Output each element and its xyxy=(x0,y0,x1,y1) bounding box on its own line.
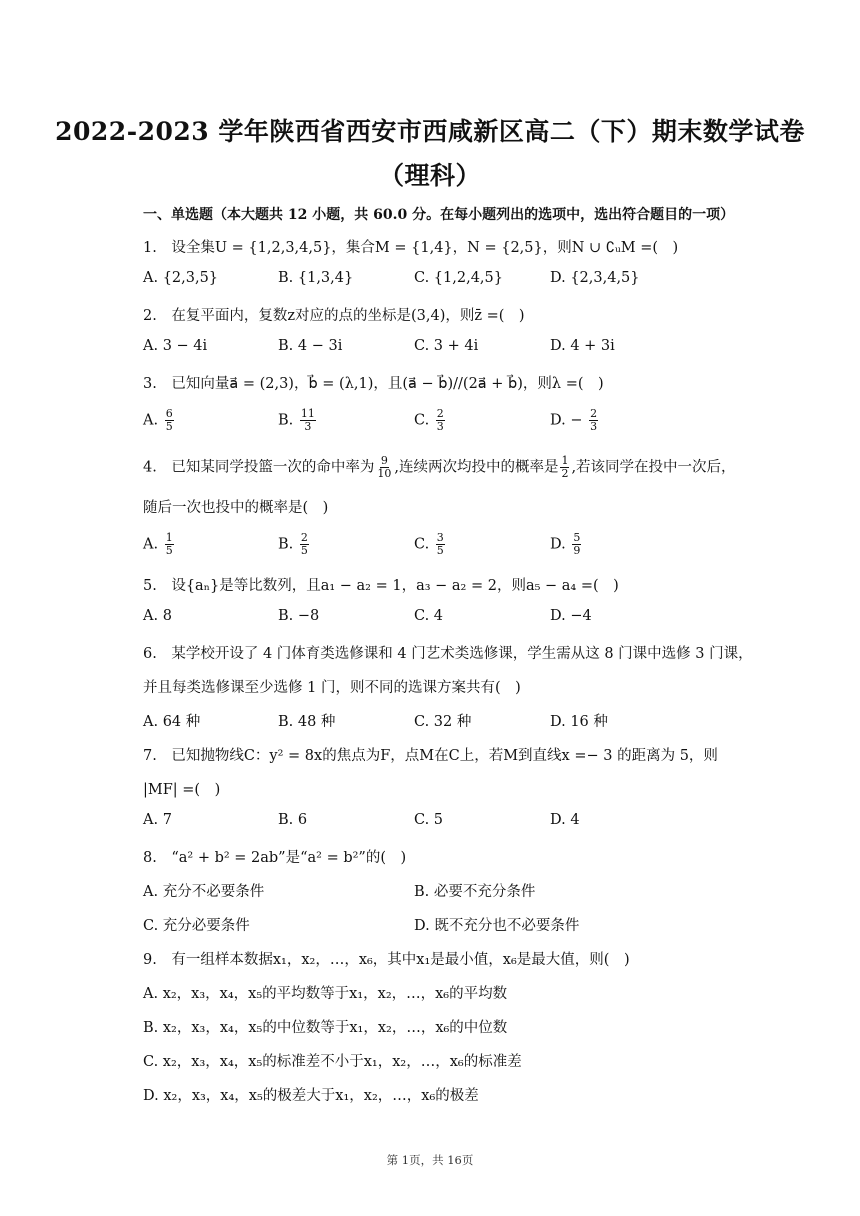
q4-option-c xyxy=(414,532,447,557)
question-7-stem: 7. 已知抛物线C：y² = 8x的焦点为F，点M在C上，若M到直线x =− 3 的距离为 5，则 xyxy=(143,748,718,764)
denominator: 5 xyxy=(436,544,444,557)
q3-option-d xyxy=(550,408,600,433)
page-subtitle: （理科） xyxy=(378,161,481,190)
q4-option-b xyxy=(278,532,311,557)
q3-option-b-label: B. xyxy=(278,412,294,429)
question-6-stem-line2: 并且每类选修课至少选修 1 门，则不同的选课方案共有( ) xyxy=(143,680,521,696)
q5-option-d: D. −4 xyxy=(550,608,592,624)
question-1-stem: 1. 设全集U = {1,2,3,4,5}，集合M = {1,4}，N = {2,5}，则N ∪ ∁ᵤM =( ) xyxy=(143,240,679,256)
question-4-stem-line2: 随后一次也投中的概率是( ) xyxy=(143,500,329,516)
q4-fraction-both-hit xyxy=(560,455,569,480)
numerator: 1 xyxy=(165,531,173,544)
page-footer: 第 1页，共 16页 xyxy=(386,1153,474,1167)
q9-option-c: C. x₂，x₃，x₄，x₅的标准差不小于x₁，x₂，…，x₆的标准差 xyxy=(143,1054,522,1070)
q4-fraction-hit-rate xyxy=(376,455,392,480)
q4-stem-part2: ,连续两次均投中的概率是 xyxy=(394,459,559,476)
q4-option-a-label: A. xyxy=(143,536,159,553)
q6-option-d: D. 16 种 xyxy=(550,714,608,730)
q4-option-c-label: C. xyxy=(414,536,430,553)
page-title: 2022-2023 学年陕西省西安市西咸新区高二（下）期末数学试卷 xyxy=(55,117,805,146)
q9-option-d: D. x₂，x₃，x₄，x₅的极差大于x₁，x₂，…，x₆的极差 xyxy=(143,1088,479,1104)
q7-option-a: A. 7 xyxy=(143,812,172,828)
q7-option-b: B. 6 xyxy=(278,812,308,828)
denominator: 5 xyxy=(165,544,173,557)
denominator: 5 xyxy=(165,420,173,433)
q8-option-c: C. 充分必要条件 xyxy=(143,918,250,934)
q4-option-d-label: D. xyxy=(550,536,566,553)
q4-option-b-label: B. xyxy=(278,536,294,553)
q3-option-c xyxy=(414,408,447,433)
numerator: 1 xyxy=(561,454,569,467)
q9-option-b: B. x₂，x₃，x₄，x₅的中位数等于x₁，x₂，…，x₆的中位数 xyxy=(143,1020,508,1036)
denominator: 3 xyxy=(304,420,312,433)
question-2-stem: 2. 在复平面内，复数z对应的点的坐标是(3,4)，则z̄ =( ) xyxy=(143,308,525,324)
q1-option-c: C. {1,2,4,5} xyxy=(414,270,503,286)
numerator: 5 xyxy=(573,531,581,544)
q4-option-b-fraction xyxy=(300,532,309,557)
question-9-stem: 9. 有一组样本数据x₁，x₂，…，x₆，其中x₁是最小值，x₆是最大值，则( ) xyxy=(143,952,630,968)
q7-option-d: D. 4 xyxy=(550,812,580,828)
q3-option-a xyxy=(143,408,176,433)
q5-option-c: C. 4 xyxy=(414,608,444,624)
denominator: 3 xyxy=(436,420,444,433)
q3-option-b xyxy=(278,408,318,433)
q8-option-d: D. 既不充分也不必要条件 xyxy=(414,918,580,934)
q4-option-a xyxy=(143,532,176,557)
q6-option-c: C. 32 种 xyxy=(414,714,472,730)
numerator: 9 xyxy=(380,454,388,467)
q4-stem-part1: 4. 已知某同学投篮一次的命中率为 xyxy=(143,459,375,476)
denominator: 10 xyxy=(377,467,392,480)
q3-option-a-label: A. xyxy=(143,412,159,429)
numerator: 6 xyxy=(165,407,173,420)
q2-option-d: D. 4 + 3i xyxy=(550,338,615,354)
q4-option-d-fraction xyxy=(572,532,581,557)
q6-option-a: A. 64 种 xyxy=(143,714,201,730)
q1-option-d: D. {2,3,4,5} xyxy=(550,270,640,286)
q8-option-a: A. 充分不必要条件 xyxy=(143,884,265,900)
question-5-stem: 5. 设{aₙ}是等比数列，且a₁ − a₂ = 1，a₃ − a₂ = 2，则a₅ − a₄ =( ) xyxy=(143,578,619,594)
q2-option-a: A. 3 − 4i xyxy=(143,338,208,354)
q4-stem-part3: ,若该同学在投中一次后， xyxy=(571,459,736,476)
q3-option-d-label: D. − xyxy=(550,412,583,429)
question-8-stem: 8. “a² + b² = 2ab”是“a² = b²”的( ) xyxy=(143,850,407,866)
q5-option-a: A. 8 xyxy=(143,608,172,624)
q1-option-a: A. {2,3,5} xyxy=(143,270,219,286)
q2-option-c: C. 3 + 4i xyxy=(414,338,479,354)
denominator: 2 xyxy=(561,467,569,480)
q2-option-b: B. 4 − 3i xyxy=(278,338,343,354)
question-6-stem: 6. 某学校开设了 4 门体育类选修课和 4 门艺术类选修课，学生需从这 8 门课中选修 3 门课， xyxy=(143,646,753,662)
q3-option-b-fraction xyxy=(300,408,316,433)
q8-option-b: B. 必要不充分条件 xyxy=(414,884,536,900)
q4-option-d xyxy=(550,532,583,557)
question-3-stem: 3. 已知向量a⃗ = (2,3)，b⃗ = (λ,1)，且(a⃗ − b⃗)//(2a⃗ + b⃗)，则λ =( ) xyxy=(143,376,604,392)
q4-option-a-fraction xyxy=(165,532,174,557)
q9-option-a: A. x₂，x₃，x₄，x₅的平均数等于x₁，x₂，…，x₆的平均数 xyxy=(143,986,508,1002)
numerator: 2 xyxy=(300,531,308,544)
q4-option-c-fraction xyxy=(436,532,445,557)
denominator: 3 xyxy=(590,420,598,433)
q3-option-a-fraction xyxy=(165,408,174,433)
numerator: 2 xyxy=(436,407,444,420)
question-4-stem xyxy=(143,455,736,480)
numerator: 11 xyxy=(300,407,315,420)
question-7-stem-line2: |MF| =( ) xyxy=(143,782,221,798)
q3-option-d-fraction xyxy=(589,408,598,433)
q1-option-b: B. {1,3,4} xyxy=(278,270,354,286)
q5-option-b: B. −8 xyxy=(278,608,320,624)
q6-option-b: B. 48 种 xyxy=(278,714,336,730)
section-heading: 一、单选题（本大题共 12 小题，共 60.0 分。在每小题列出的选项中，选出符合题目的一项） xyxy=(143,207,735,223)
numerator: 3 xyxy=(436,531,444,544)
q3-option-c-label: C. xyxy=(414,412,430,429)
denominator: 9 xyxy=(573,544,581,557)
q7-option-c: C. 5 xyxy=(414,812,444,828)
denominator: 5 xyxy=(300,544,308,557)
numerator: 2 xyxy=(590,407,598,420)
q3-option-c-fraction xyxy=(436,408,445,433)
